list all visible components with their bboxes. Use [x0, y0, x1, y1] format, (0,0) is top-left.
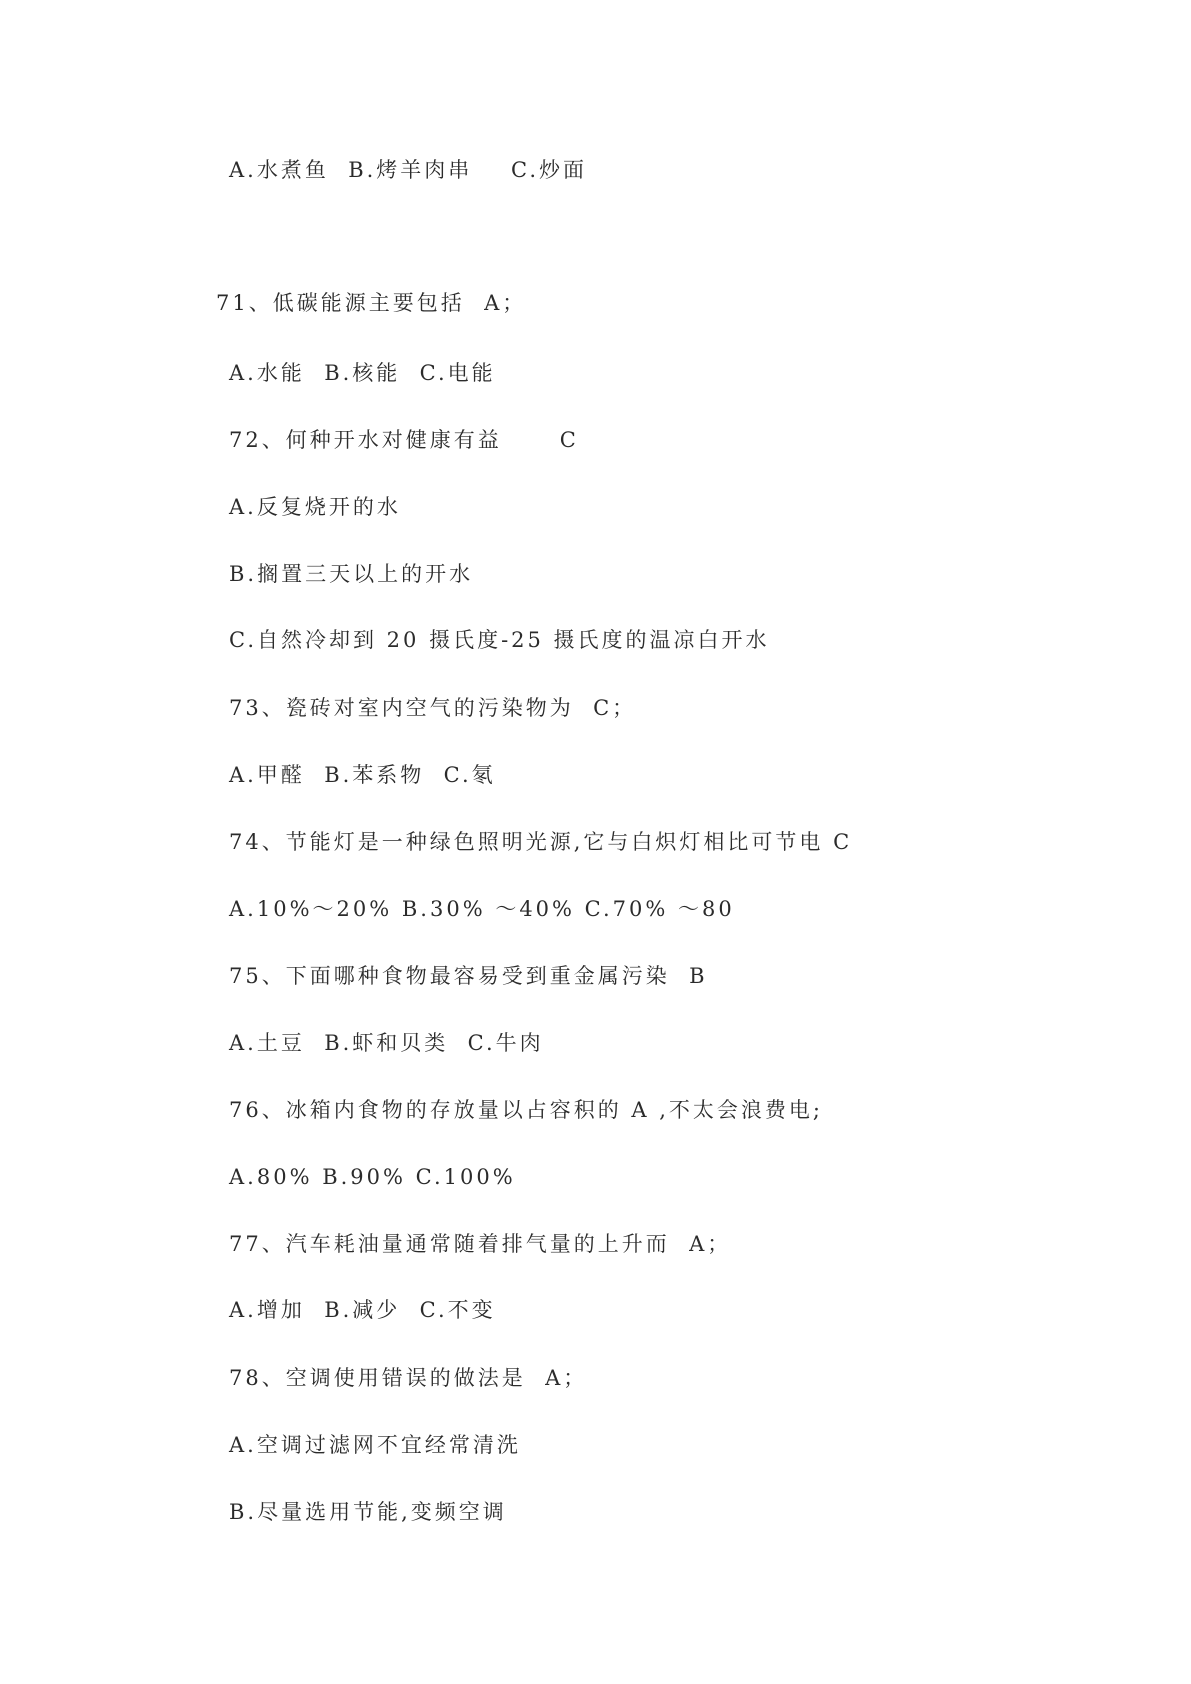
question-line: 73、瓷砖对室内空气的污染物为 C； — [229, 696, 637, 720]
option-line: A.水能 B.核能 C.电能 — [229, 361, 496, 385]
question-line: 71、低碳能源主要包括 A； — [216, 291, 527, 315]
question-line: 72、何种开水对健康有益 C — [229, 428, 579, 452]
question-line: 78、空调使用错误的做法是 A； — [229, 1366, 588, 1390]
question-line: 74、节能灯是一种绿色照明光源,它与白炽灯相比可节电 C — [229, 830, 853, 854]
option-line: A.增加 B.减少 C.不变 — [229, 1298, 496, 1322]
option-line: A.10%～20% B.30% ～40% C.70% ～80 — [229, 897, 735, 921]
option-line: A.空调过滤网不宜经常清洗 — [229, 1433, 521, 1457]
question-line: 76、冰箱内食物的存放量以占容积的 A ,不太会浪费电; — [229, 1098, 823, 1122]
question-line: 75、下面哪种食物最容易受到重金属污染 B — [229, 964, 708, 988]
question-line: 77、汽车耗油量通常随着排气量的上升而 A； — [229, 1232, 732, 1256]
option-line: C.自然冷却到 20 摄氏度-25 摄氏度的温凉白开水 — [229, 628, 770, 652]
option-line: A.土豆 B.虾和贝类 C.牛肉 — [229, 1031, 544, 1055]
option-line: A.反复烧开的水 — [229, 495, 401, 519]
option-line: A.80% B.90% C.100% — [229, 1165, 516, 1189]
option-line: B.尽量选用节能,变频空调 — [229, 1500, 507, 1524]
option-line: A.水煮鱼 B.烤羊肉串 C.炒面 — [229, 158, 587, 182]
option-line: A.甲醛 B.苯系物 C.氡 — [229, 763, 496, 787]
option-line: B.搁置三天以上的开水 — [229, 562, 474, 586]
